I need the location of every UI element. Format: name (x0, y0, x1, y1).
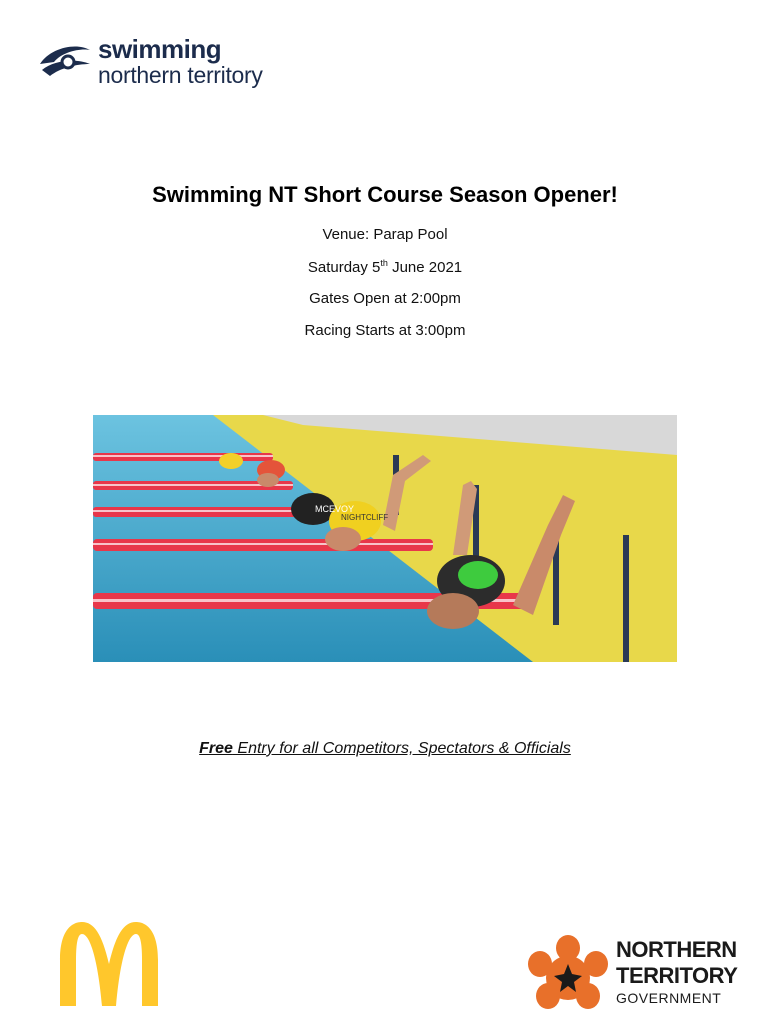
gates-open-text: Gates Open at 2:00pm (309, 290, 461, 307)
swimmer-swoosh-icon (36, 40, 94, 84)
desert-rose-icon (526, 934, 610, 1014)
logo-word-swimming: swimming (98, 34, 222, 64)
nt-line-government: GOVERNMENT (616, 990, 722, 1006)
date-prefix: Saturday 5 (307, 259, 381, 276)
racing-start-text: Racing Starts at 3:00pm (304, 322, 466, 339)
logo-word-northern-territory: northern territory (98, 62, 263, 88)
cap-label-mcevoy: MCEVOY (315, 504, 355, 514)
free-word: Free (199, 740, 233, 757)
date-text (0, 258, 770, 276)
free-entry-text (0, 740, 770, 758)
venue-text: Venue: Parap Pool (322, 226, 448, 243)
date-superscript: th (380, 258, 388, 268)
nt-line-northern: NORTHERN (616, 937, 737, 962)
golden-arches-icon (56, 920, 162, 1008)
nt-line-territory: TERRITORY (616, 963, 738, 988)
date-suffix: June 2021 (387, 259, 463, 276)
swimmers-photo (93, 415, 677, 662)
mcdonalds-logo (56, 920, 162, 1013)
event-title: Swimming NT Short Course Season Opener! (152, 182, 618, 207)
nt-government-logo (526, 934, 746, 1014)
swimming-nt-logo (36, 34, 296, 90)
cap-label-nightcliff: NIGHTCLIFF (341, 513, 389, 522)
entry-rest: Entry for all Competitors, Spectators & Officials (232, 740, 571, 757)
